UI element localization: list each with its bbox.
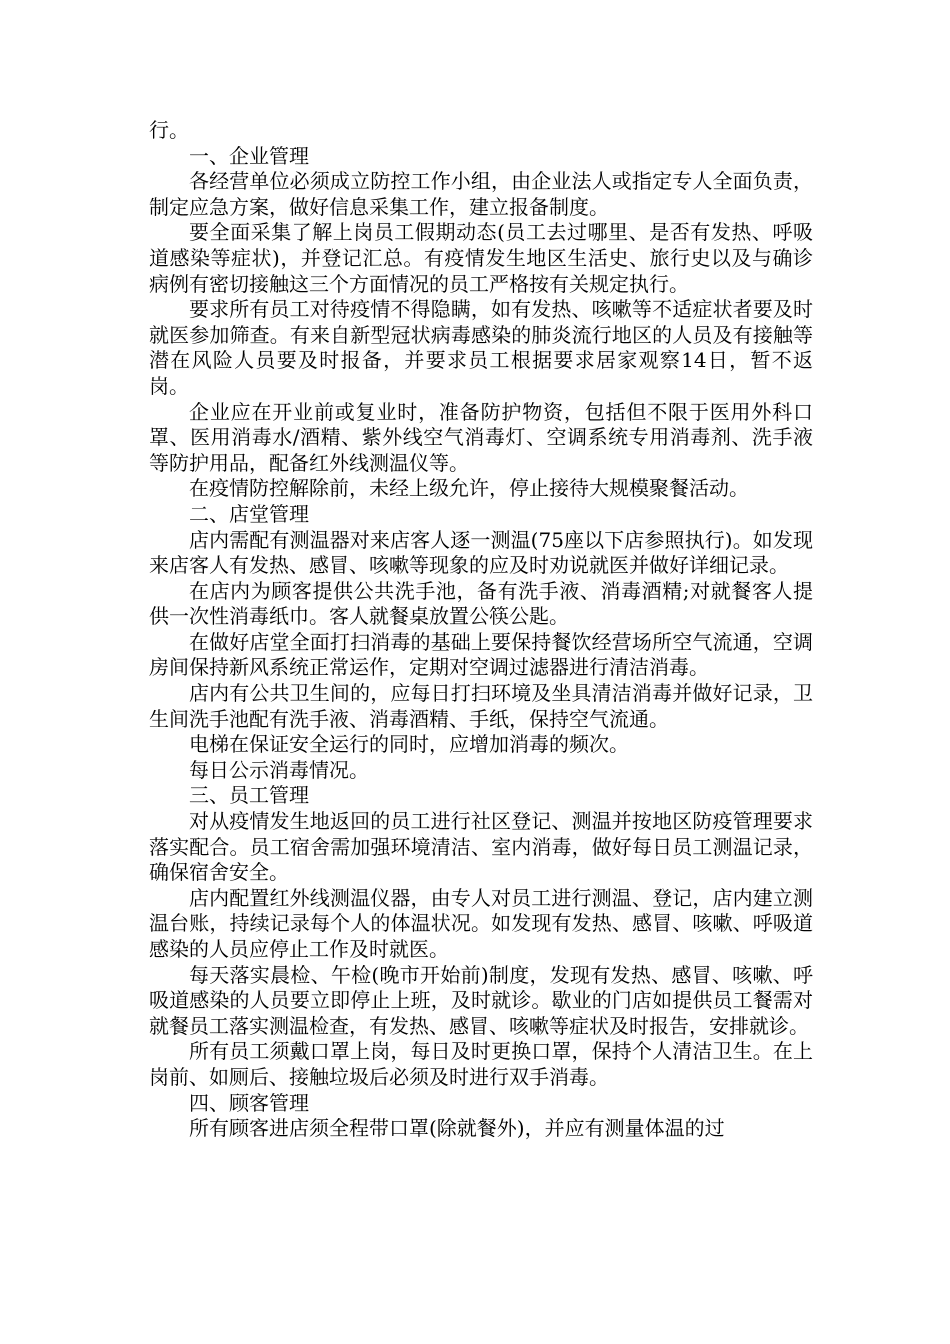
paragraph: 每日公示消毒情况。 <box>189 757 369 782</box>
paragraph: 电梯在保证安全运行的同时，应增加消毒的频次。 <box>189 732 629 757</box>
paragraph: 所有顾客进店须全程带口罩(除就餐外)，并应有测量体温的过 <box>189 1116 725 1141</box>
paragraph: 店内有公共卫生间的，应每日打扫环境及坐具清洁消毒并做好记录，卫生间洗手池配有洗手液、消毒酒精、手纸，保持空气流通。 <box>149 681 813 731</box>
section-heading: 二、店堂管理 <box>189 501 309 526</box>
section-heading: 三、员工管理 <box>189 783 309 808</box>
paragraph: 在做好店堂全面打扫消毒的基础上要保持餐饮经营场所空气流通，空调房间保持新风系统正常运作，定期对空调过滤器进行清洁消毒。 <box>149 629 813 680</box>
paragraph: 企业应在开业前或复业时，准备防护物资，包括但不限于医用外科口罩、医用消毒水/酒精、紫外线空气消毒灯、空调系统专用消毒剂、洗手液等防护用品，配备红外线测温仪等。 <box>149 399 813 475</box>
paragraph: 店内需配有测温器对来店客人逐一测温(75座以下店参照执行)。如发现来店客人有发热、感冒、咳嗽等现象的应及时劝说就医并做好详细记录。 <box>149 527 813 578</box>
paragraph: 行。 <box>149 118 189 142</box>
paragraph: 在店内为顾客提供公共洗手池，备有洗手液、消毒酒精;对就餐客人提供一次性消毒纸巾。客人就餐桌放置公筷公匙。 <box>149 578 813 629</box>
paragraph: 每天落实晨检、午检(晚市开始前)制度，发现有发热、感冒、咳嗽、呼吸道感染的人员要立即停止上班，及时就诊。歇业的门店如提供员工餐需对就餐员工落实测温检查，有发热、感冒、咳嗽等症状及时报告，安排就诊。 <box>149 962 813 1038</box>
document-page <box>149 118 813 1142</box>
paragraph: 在疫情防控解除前，未经上级允许，停止接待大规模聚餐活动。 <box>189 476 749 501</box>
paragraph: 所有员工须戴口罩上岗，每日及时更换口罩，保持个人清洁卫生。在上岗前、如厕后、接触垃圾后必须及时进行双手消毒。 <box>149 1039 813 1089</box>
paragraph: 店内配置红外线测温仪器，由专人对员工进行测温、登记，店内建立测温台账，持续记录每个人的体温状况。如发现有发热、感冒、咳嗽、呼吸道感染的人员应停止工作及时就医。 <box>149 885 813 961</box>
paragraph: 对从疫情发生地返回的员工进行社区登记、测温并按地区防疫管理要求落实配合。员工宿舍需加强环境清洁、室内消毒，做好每日员工测温记录，确保宿舍安全。 <box>149 809 813 885</box>
section-heading: 一、企业管理 <box>189 143 309 168</box>
paragraph: 要全面采集了解上岗员工假期动态(员工去过哪里、是否有发热、呼吸道感染等症状)，并登记汇总。有疫情发生地区生活史、旅行史以及与确诊病例有密切接触这三个方面情况的员工严格按有关规定执行。 <box>149 220 813 296</box>
section-heading: 四、顾客管理 <box>189 1090 309 1115</box>
paragraph: 各经营单位必须成立防控工作小组，由企业法人或指定专人全面负责，制定应急方案，做好信息采集工作，建立报备制度。 <box>149 169 813 219</box>
paragraph: 要求所有员工对待疫情不得隐瞒，如有发热、咳嗽等不适症状者要及时就医参加筛查。有来自新型冠状病毒感染的肺炎流行地区的人员及有接触等潜在风险人员要及时报备，并要求员工根据要求居家观察14日，暂不返岗。 <box>149 297 813 398</box>
